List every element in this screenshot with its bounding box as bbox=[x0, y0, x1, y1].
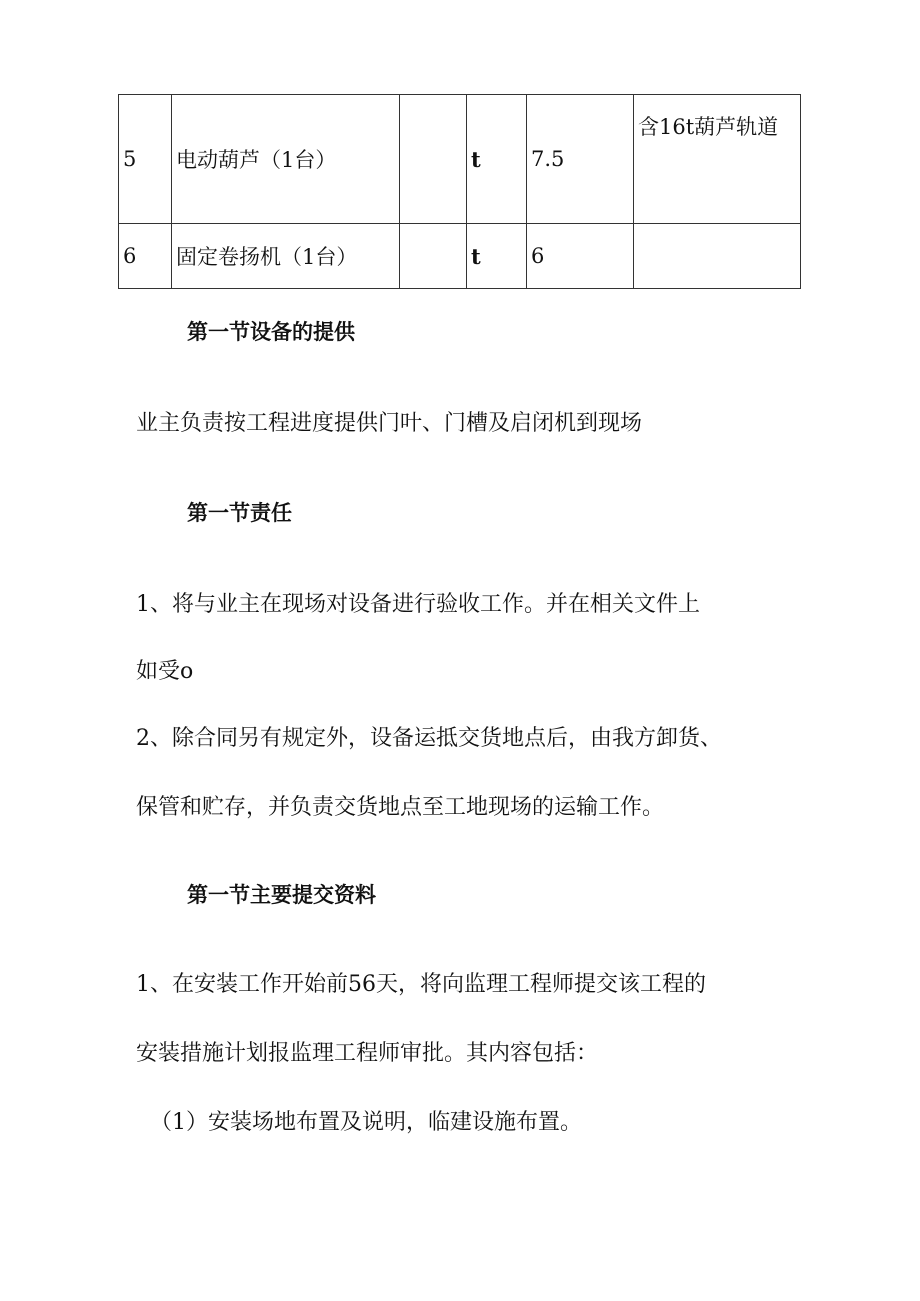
cell-note bbox=[634, 224, 801, 289]
cell-number: 5 bbox=[119, 95, 172, 224]
responsibility-item-1-line-1: 1、将与业主在现场对设备进行验收工作。并在相关文件上 bbox=[136, 592, 700, 617]
cell-quantity bbox=[400, 224, 467, 289]
submissions-item-1-line-2: 安装措施计划报监理工程师审批。其内容包括： bbox=[136, 1041, 599, 1066]
responsibility-item-2-line-1: 2、除合同另有规定外，设备运抵交货地点后，由我方卸货、 bbox=[136, 726, 722, 751]
section-heading-submissions: 第一节主要提交资料 bbox=[187, 883, 376, 907]
cell-weight: 7.5 bbox=[527, 95, 634, 224]
equipment-table bbox=[118, 94, 801, 289]
cell-number: 6 bbox=[119, 224, 172, 289]
submissions-subitem-1: （1）安装场地布置及说明，临建设施布置。 bbox=[150, 1110, 582, 1135]
section-heading-responsibility: 第一节责任 bbox=[187, 501, 292, 525]
cell-equipment-name: 固定卷扬机（1台） bbox=[172, 224, 400, 289]
table-row bbox=[119, 224, 801, 289]
cell-unit: t bbox=[467, 95, 527, 224]
cell-note: 含16t葫芦轨道 bbox=[634, 95, 801, 224]
cell-equipment-name: 电动葫芦（1台） bbox=[172, 95, 400, 224]
responsibility-item-2-line-2: 保管和贮存，并负责交货地点至工地现场的运输工作。 bbox=[136, 795, 665, 820]
cell-unit: t bbox=[467, 224, 527, 289]
cell-quantity bbox=[400, 95, 467, 224]
cell-weight: 6 bbox=[527, 224, 634, 289]
section-heading-equipment-supply: 第一节设备的提供 bbox=[187, 320, 355, 344]
paragraph-equipment-supply: 业主负责按工程进度提供门叶、门槽及启闭机到现场 bbox=[136, 411, 643, 436]
responsibility-item-1-line-2: 如受o bbox=[136, 659, 194, 684]
submissions-item-1-line-1: 1、在安装工作开始前56天，将向监理工程师提交该工程的 bbox=[136, 972, 706, 997]
table-row bbox=[119, 95, 801, 224]
